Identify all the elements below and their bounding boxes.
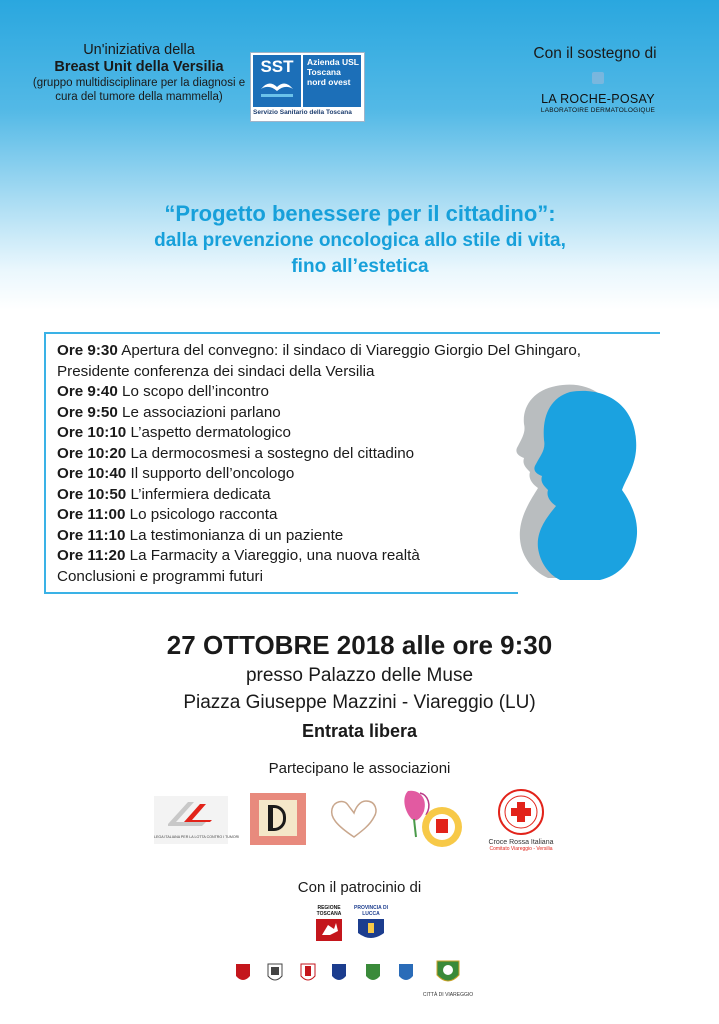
blue-face-silhouette [534, 391, 637, 580]
title-line1: “Progetto benessere per il cittadino”: [164, 201, 556, 226]
crest-6-icon [397, 962, 415, 984]
program-text: L’aspetto dermatologico [130, 424, 291, 441]
sst-short: SST [260, 57, 294, 76]
face-silhouettes-illustration [508, 380, 648, 580]
association-logo-d [250, 793, 306, 845]
crest-2-icon [266, 962, 284, 984]
program-text: Conclusioni e programmi futuri [57, 567, 263, 585]
sponsor-subtitle: LABORATOIRE DERMATOLOGIQUE [540, 107, 656, 114]
usl-name: Azienda USL Toscana nord ovest [303, 55, 361, 107]
pegasus-shield-icon [312, 917, 346, 943]
associations-label: Partecipano le associazioni [268, 760, 451, 777]
provincia-lucca-logo [352, 905, 390, 948]
cri-name: Croce Rossa Italiana [488, 839, 554, 846]
event-address: Piazza Giuseppe Mazzini - Viareggio (LU) [183, 692, 536, 713]
provincia-shield-icon [352, 917, 390, 943]
lilt-logo [154, 796, 240, 844]
program-time: Ore 10:40 [57, 465, 127, 482]
program-text: Il supporto dell’oncologo [130, 465, 295, 482]
laroche-posay-mark-icon [592, 72, 604, 84]
cyclamen-flower-icon [398, 787, 466, 853]
sponsor-name: LA ROCHE-POSAY [541, 92, 655, 106]
croce-rossa-logo [489, 788, 553, 836]
program-text: Presidente conferenza dei sindaci della Versilia [57, 362, 375, 380]
breast-unit-name: Breast Unit della Versilia [54, 59, 224, 75]
event-entry: Entrata libera [301, 721, 418, 741]
regione-toscana-logo [312, 905, 346, 948]
program-border-left [44, 332, 46, 594]
program-time: Ore 11:10 [57, 526, 126, 544]
viareggio-crest-icon [435, 957, 461, 987]
program-time: Ore 9:50 [57, 403, 118, 421]
sst-mark [253, 55, 301, 107]
program-text: La dermocosmesi a sostegno del cittadino [130, 444, 415, 462]
event-info [0, 628, 719, 745]
program-time: Ore 10:20 [57, 444, 127, 462]
provincia-text: PROVINCIA DI LUCCA [354, 905, 388, 917]
croce-rossa-caption [478, 839, 564, 852]
sponsor-label: Con il sostegno di [533, 45, 657, 62]
program-text: Lo psicologo racconta [129, 506, 278, 523]
program-time: Ore 9:40 [57, 383, 118, 400]
crest-5-icon [364, 962, 382, 984]
program-time: Ore 10:50 [57, 485, 127, 503]
title-line3: fino all’estetica [291, 256, 429, 277]
usl-logo [250, 52, 365, 122]
lilt-text: LEGA ITALIANA PER LA LOTTA CONTRO I TUMORI [154, 835, 240, 839]
event-date: 27 OTTOBRE 2018 alle ore 9:30 [166, 630, 553, 660]
crest-1-icon [234, 962, 252, 984]
program-border-top [44, 332, 660, 334]
crest-3-icon [299, 962, 317, 984]
program-text: Apertura del convegno: il sindaco di Viareggio Giorgio Del Ghingaro, [121, 342, 582, 359]
lilt-mark-icon [154, 796, 228, 830]
program-time: Ore 11:20 [57, 547, 126, 564]
initiative-line1: Un'iniziativa della [83, 42, 195, 58]
program-item [57, 341, 657, 362]
flower-association-logo [398, 787, 466, 853]
heart-association-logo [326, 793, 382, 845]
initiative-block [30, 42, 248, 104]
program-item [57, 362, 657, 383]
title-line2: dalla prevenzione oncologica allo stile di vita, [154, 230, 566, 251]
seagull-icon [257, 75, 297, 99]
program-time: Ore 10:10 [57, 424, 127, 441]
citta-viareggio-text: CITTÀ DI VIAREGGIO [422, 992, 474, 998]
sst-service: Servizio Sanitario della Toscana [253, 109, 352, 116]
program-text: Le associazioni parlano [122, 403, 281, 421]
program-text: La testimonianza di un paziente [129, 526, 344, 544]
program-time: Ore 9:30 [57, 342, 118, 359]
program-border-bottom [44, 592, 518, 594]
event-title [60, 200, 660, 280]
crest-4-icon [330, 962, 348, 984]
patronage-label: Con il patrocinio di [297, 879, 422, 896]
event-venue: presso Palazzo delle Muse [245, 665, 474, 686]
laroche-posay-logo [528, 92, 668, 114]
program-text: L’infermiera dedicata [130, 485, 271, 503]
cri-sub: Comitato Viareggio - Versilia [489, 846, 553, 852]
program-text: Lo scopo dell’incontro [122, 383, 269, 400]
initiative-description: (gruppo multidisciplinare per la diagnosi e cura del tumore della mammella) [32, 77, 246, 103]
program-text: La Farmacity a Viareggio, una nuova realtà [129, 547, 420, 564]
program-time: Ore 11:00 [57, 506, 126, 523]
regione-text: REGIONE TOSCANA [316, 905, 342, 917]
